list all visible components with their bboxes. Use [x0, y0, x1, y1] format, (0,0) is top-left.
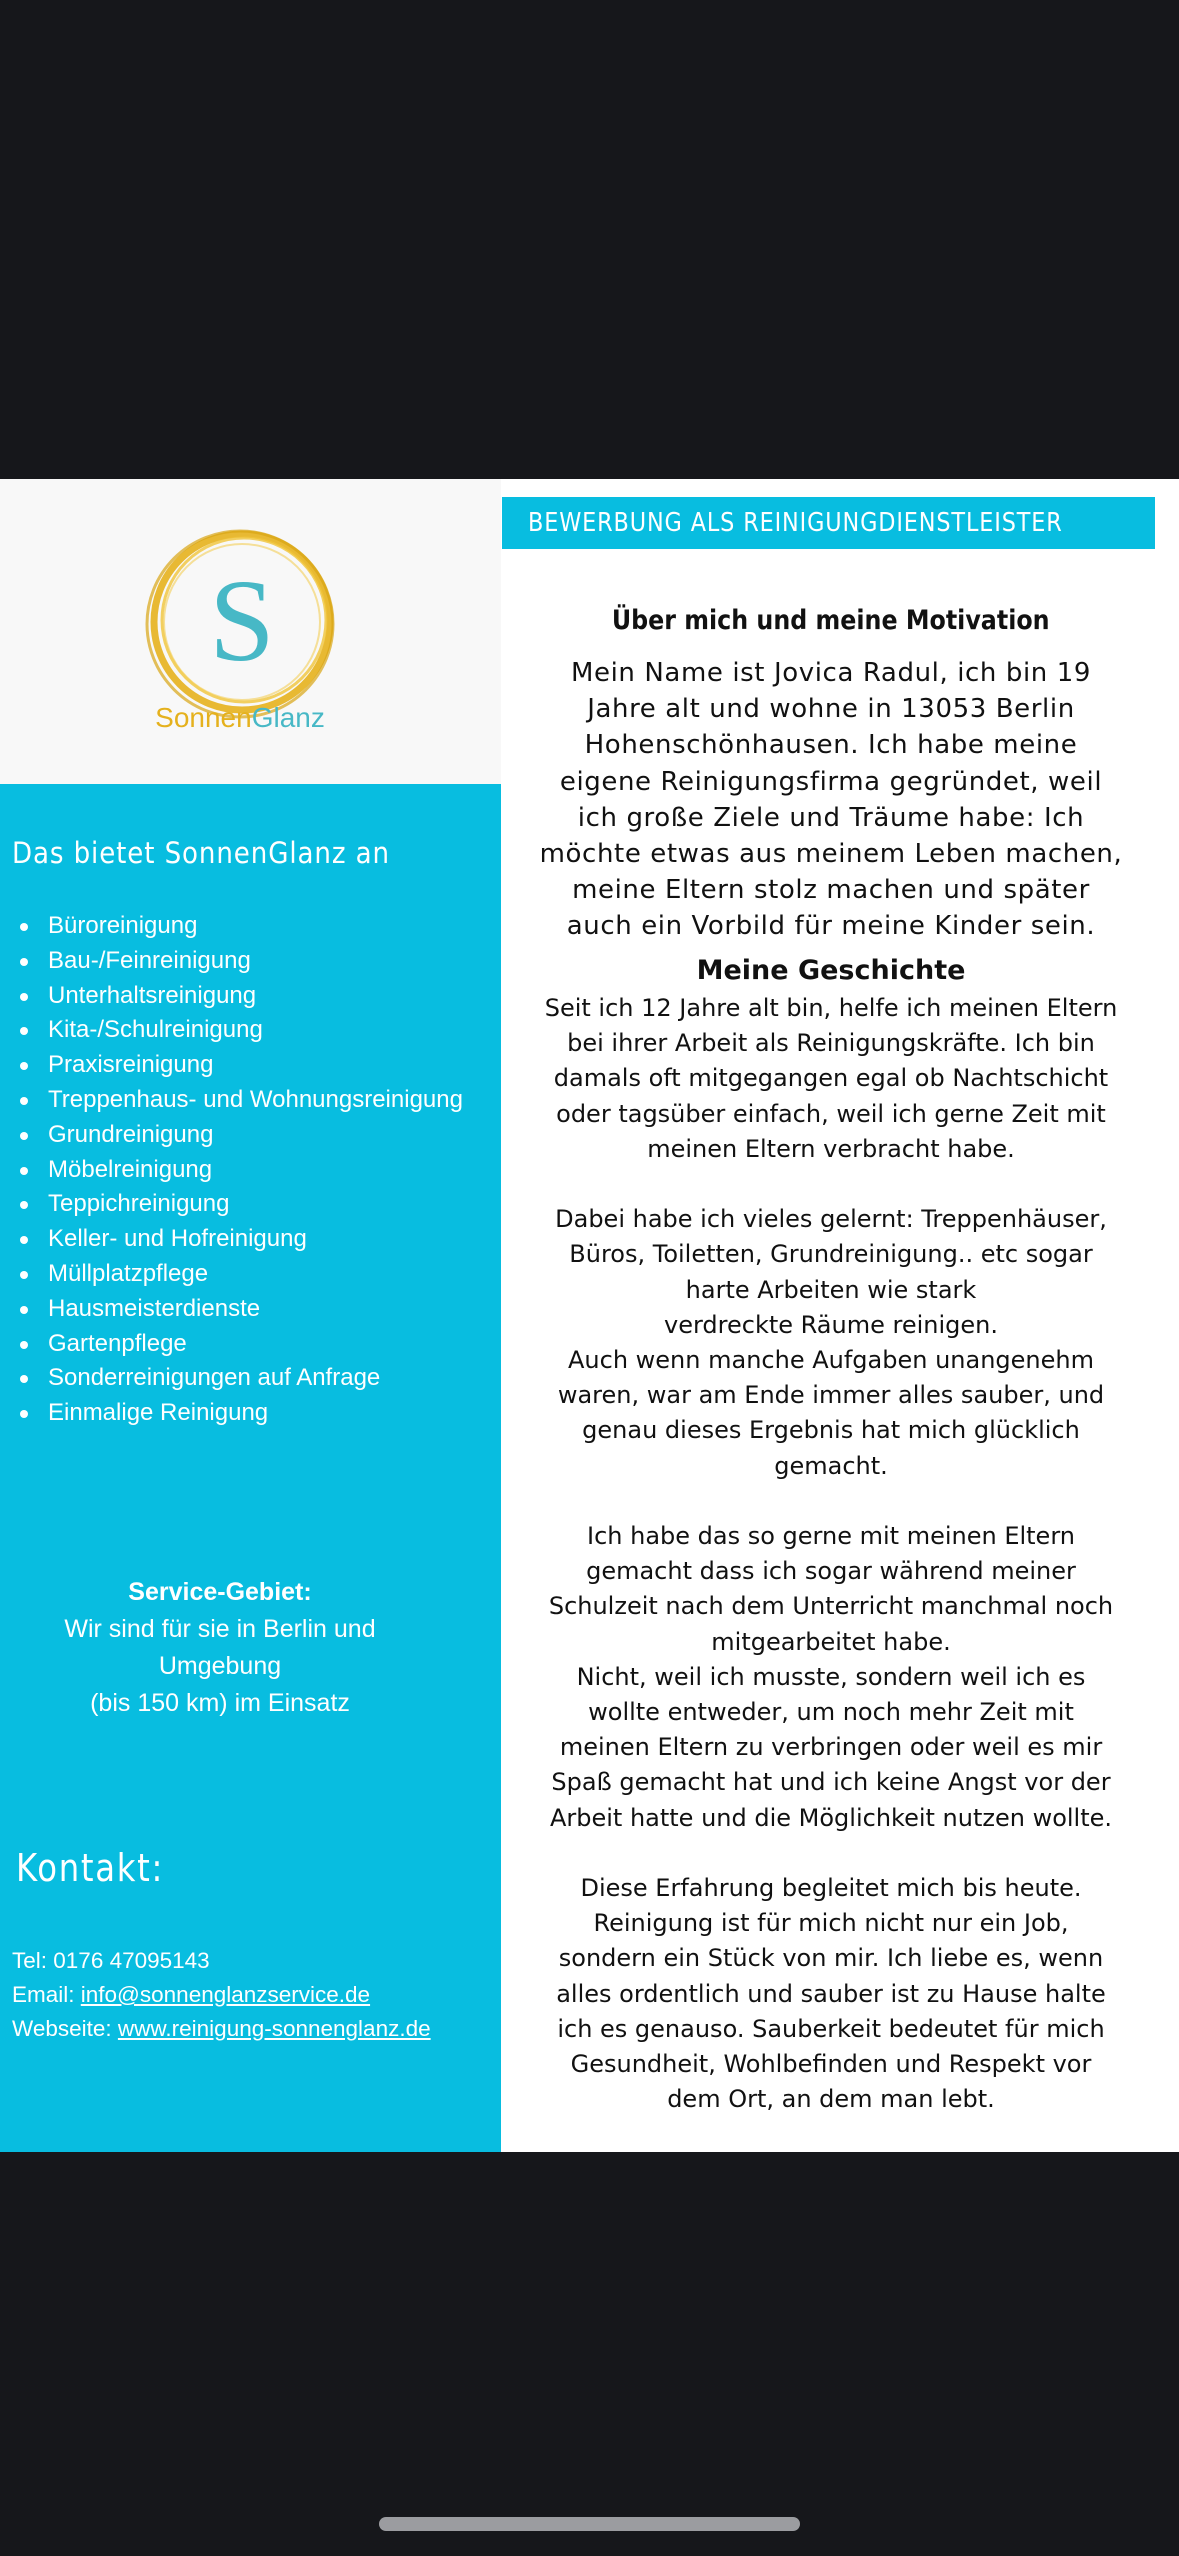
brand-name	[0, 702, 480, 734]
logo-letter: S	[209, 555, 275, 686]
list-item: Büroreinigung	[20, 909, 468, 944]
application-banner	[502, 497, 1155, 549]
list-item: Keller- und Hofreinigung	[20, 1222, 468, 1257]
brand-name-part1: Sonnen	[155, 702, 252, 733]
contact-heading: Kontakt:	[16, 1846, 165, 1890]
service-area-title: Service-Gebiet:	[128, 1578, 312, 1606]
home-indicator[interactable]	[379, 2517, 800, 2531]
services-list	[20, 909, 468, 1431]
services-panel	[0, 784, 501, 2152]
list-item: Unterhaltsreinigung	[20, 979, 468, 1014]
contact-info	[12, 1944, 431, 2046]
motivation-heading	[501, 605, 1161, 636]
list-item: Müllplatzpflege	[20, 1257, 468, 1292]
website-label: Webseite:	[12, 2016, 112, 2041]
logo-area	[0, 479, 501, 784]
brand-name-part2: Glanz	[251, 702, 325, 733]
email-label: Email:	[12, 1982, 75, 2007]
service-area-line1: Wir sind für sie in Berlin und Umgebung	[64, 1615, 376, 1680]
list-item: Treppenhaus- und Wohnungsreinigung	[20, 1083, 468, 1118]
email-link[interactable]: info@sonnenglanzservice.de	[80, 1982, 371, 2007]
list-item: Bau-/Feinreinigung	[20, 944, 468, 979]
list-item: Sonderreinigungen auf Anfrage	[20, 1361, 468, 1396]
motivation-text: Mein Name ist Jovica Radul, ich bin 19 Jahre alt und wohne in 13053 Berlin Hohenschönhausen. Ich habe meine eigene Reinigungsfirma gegründet, weil ich große Ziele und Träume habe: Ich möchte etwas aus meinem Leben machen, meine Eltern stolz machen und später auch ein Vorbild für meine Kinder sein.	[539, 658, 1123, 942]
list-item: Gartenpflege	[20, 1327, 468, 1362]
story-heading: Meine Geschichte	[696, 955, 966, 986]
sun-ring-logo-icon	[132, 512, 352, 732]
application-column	[501, 479, 1179, 2152]
website-link[interactable]: www.reinigung-sonnenglanz.de	[117, 2016, 431, 2041]
phone-label: Tel:	[12, 1948, 48, 1973]
list-item: Möbelreinigung	[20, 1153, 468, 1188]
banner-title: BEWERBUNG ALS REINIGUNGDIENSTLEISTER	[528, 508, 1063, 538]
list-item: Einmalige Reinigung	[20, 1396, 468, 1431]
list-item: Grundreinigung	[20, 1118, 468, 1153]
left-sidebar	[0, 479, 501, 2152]
service-area	[0, 1574, 440, 1722]
motivation-heading-text: Über mich und meine Motivation	[612, 605, 1050, 636]
document-page	[0, 479, 1179, 2152]
list-item: Hausmeisterdienste	[20, 1292, 468, 1327]
contact-email	[12, 1978, 431, 2012]
list-item: Praxisreinigung	[20, 1048, 468, 1083]
contact-website	[12, 2012, 431, 2046]
phone-number: 0176 47095143	[53, 1948, 210, 1973]
list-item: Teppichreinigung	[20, 1187, 468, 1222]
service-area-line2: (bis 150 km) im Einsatz	[90, 1689, 350, 1717]
contact-phone	[12, 1944, 431, 1978]
list-item: Kita-/Schulreinigung	[20, 1013, 468, 1048]
story-text: Seit ich 12 Jahre alt bin, helfe ich meinen Eltern bei ihrer Arbeit als Reinigungskräfte. Ich bin damals oft mitgegangen egal ob Nachtschicht oder tagsüber einfach, weil ich gerne Zeit mit meinen Eltern verbracht habe. Dabei habe ich vieles gelernt: Treppenhäuser, Büros, Toiletten, Grundreinigung.. etc sogar harte Arbeiten wie stark verdreckte Räume reinigen. Auch wenn manche Aufgaben unangenehm waren, war am Ende immer alles sauber, und genau dieses Ergebnis hat mich glücklich gemacht. Ich habe das so gerne mit meinen Eltern gemacht dass ich sogar während meiner Schulzeit nach dem Unterricht manchmal noch mitgearbeitet habe. Nicht, weil ich musste, sondern weil ich es wollte entweder, um noch mehr Zeit mit meinen Eltern zu verbringen oder weil es mir Spaß gemacht hat und ich keine Angst vor der Arbeit hatte und die Möglichkeit nutzen wollte. Diese Erfahrung begleitet mich bis heute. Reinigung ist für mich nicht nur ein Job, sondern ein Stück von mir. Ich liebe es, wenn alles ordentlich und sauber ist zu Hause halte ich es genauso. Sauberkeit bedeutet für mich Gesundheit, Wohlbefinden und Respekt vor dem Ort, an dem man lebt.	[544, 994, 1118, 2114]
services-heading: Das bietet SonnenGlanz an	[12, 836, 390, 870]
